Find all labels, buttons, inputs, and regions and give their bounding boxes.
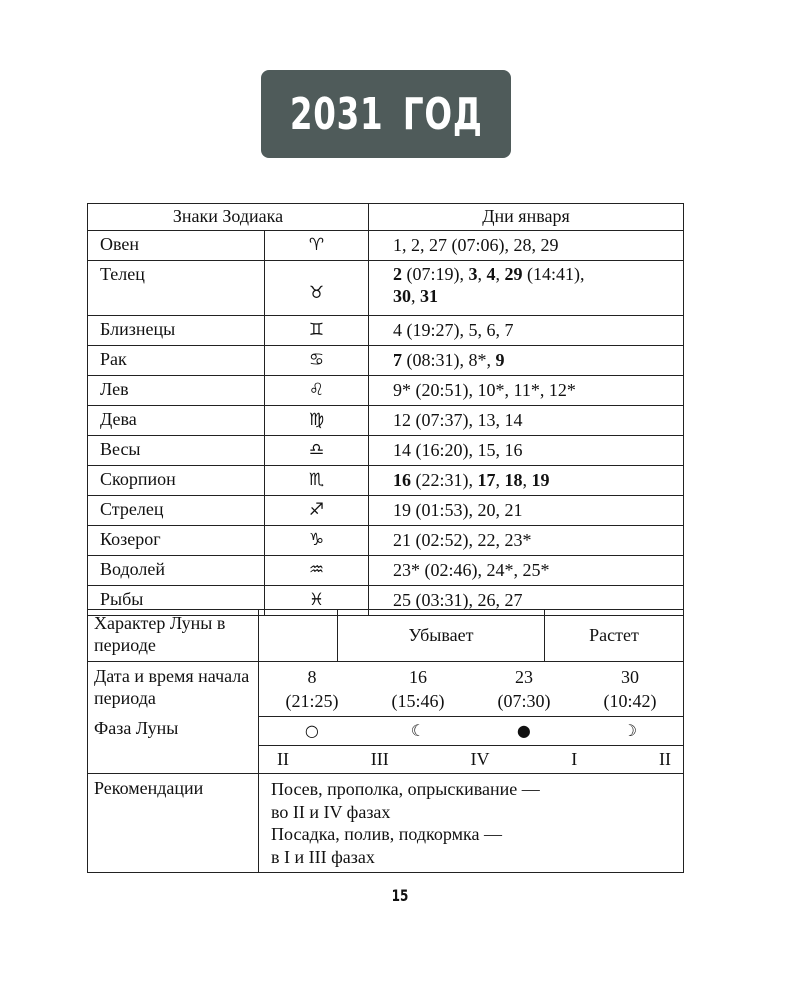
moon-recommendations-row (88, 774, 684, 873)
day-text: 19 (01:53), 20, 21 (393, 499, 523, 520)
zodiac-row (88, 316, 684, 346)
day-text: 4 (19:27), 5, 6, 7 (393, 319, 514, 340)
full-moon-icon: ○ (304, 720, 319, 740)
day-text: 21 (02:52), 22, 23* (393, 529, 532, 550)
moon-phase-icons (259, 717, 683, 745)
period-time: (07:30) (497, 690, 551, 711)
zodiac-row (88, 556, 684, 586)
moon-date-cells (259, 662, 684, 717)
zodiac-sign-name: Близнецы (88, 316, 265, 346)
moon-character-label: Характер Луны в периоде (88, 610, 259, 662)
zodiac-header-days: Дни января (369, 204, 684, 231)
zodiac-header-row (88, 204, 684, 231)
zodiac-row (88, 346, 684, 376)
favorable-day: 4 (486, 264, 496, 284)
zodiac-sign-name: Дева (88, 406, 265, 436)
day-text: (08:31), 8*, (402, 349, 496, 370)
virgo-icon: ♍︎ (265, 406, 369, 436)
phase-number: IV (470, 748, 490, 769)
day-text: (22:31), (411, 469, 478, 490)
day-text: 1, 2, 27 (07:06), 28, 29 (393, 234, 559, 255)
day-text: , (495, 264, 505, 284)
zodiac-days (369, 316, 684, 346)
zodiac-sign-name: Рак (88, 346, 265, 376)
aquarius-icon: ♒︎ (265, 556, 369, 586)
favorable-day: 16 (393, 469, 411, 490)
zodiac-sign-name: Козерог (88, 526, 265, 556)
recommendation-line: во II и IV фазах (271, 801, 391, 822)
favorable-day: 31 (420, 285, 438, 306)
moon-phase-numbers-cell (259, 745, 684, 774)
period-date (471, 666, 577, 713)
zodiac-days (369, 496, 684, 526)
phase-number: I (571, 748, 578, 769)
zodiac-days (369, 406, 684, 436)
day-text: 14 (16:20), 15, 16 (393, 439, 523, 460)
day-text: 23* (02:46), 24*, 25* (393, 559, 550, 580)
zodiac-header-signs: Знаки Зодиака (88, 204, 369, 231)
zodiac-row (88, 496, 684, 526)
moon-waxing-label: Растет (545, 610, 684, 662)
period-day: 16 (409, 667, 427, 688)
period-date (259, 666, 365, 713)
zodiac-row (88, 466, 684, 496)
moon-phase-label: Фаза Луны (88, 716, 259, 774)
moon-table (87, 609, 684, 873)
favorable-day: 9 (495, 349, 505, 370)
favorable-day: 2 (393, 264, 402, 284)
scorpio-icon: ♏︎ (265, 466, 369, 496)
page-number: 15 (391, 886, 409, 905)
zodiac-days (369, 231, 684, 261)
zodiac-sign-name: Овен (88, 231, 265, 261)
day-text: (14:41), (522, 264, 585, 284)
period-date (577, 666, 683, 713)
taurus-icon: ♉︎ (265, 261, 369, 316)
day-text: 9* (20:51), 10*, 11*, 12* (393, 379, 576, 400)
zodiac-days (369, 466, 684, 496)
pisces-icon: ♓︎ (265, 586, 369, 616)
day-text: , (477, 264, 487, 284)
moon-character-empty (259, 610, 338, 662)
zodiac-row (88, 231, 684, 261)
recommendation-line: в I и III фазах (271, 846, 375, 867)
page-title: 2031 ГОД (289, 88, 483, 140)
recommendations-label: Рекомендации (88, 774, 259, 873)
favorable-day: 7 (393, 349, 402, 370)
moon-date-grid (259, 662, 683, 715)
cancer-icon: ♋︎ (265, 346, 369, 376)
moon-date-row (88, 662, 684, 717)
zodiac-sign-name: Стрелец (88, 496, 265, 526)
day-text: 25 (03:31), 26, 27 (393, 589, 523, 610)
period-time: (15:46) (391, 690, 445, 711)
zodiac-sign-name: Скорпион (88, 466, 265, 496)
zodiac-sign-name: Водолей (88, 556, 265, 586)
period-time: (21:25) (285, 690, 339, 711)
zodiac-days (369, 436, 684, 466)
moon-waning-label: Убывает (338, 610, 545, 662)
favorable-day: 18 (504, 469, 523, 490)
zodiac-row (88, 436, 684, 466)
zodiac-row (88, 406, 684, 436)
zodiac-sign-name: Лев (88, 376, 265, 406)
moon-phase-numbers (259, 746, 683, 774)
libra-icon: ♎︎ (265, 436, 369, 466)
period-day: 23 (515, 667, 533, 688)
leo-icon: ♌︎ (265, 376, 369, 406)
zodiac-row (88, 526, 684, 556)
favorable-day: 19 (531, 469, 550, 490)
recommendation-line: Посадка, полив, подкормка — (271, 824, 502, 845)
recommendation-line: Посев, прополка, опрыскивание — (271, 779, 540, 800)
period-date (365, 666, 471, 713)
phase-number: II (658, 748, 671, 769)
moon-phase-row (88, 716, 684, 745)
moon-phase-icons-cell (259, 716, 684, 745)
title-banner (261, 70, 511, 158)
recommendations-cell (259, 774, 684, 873)
favorable-day: 30 (393, 285, 411, 306)
gemini-icon: ♊︎ (265, 316, 369, 346)
first-quarter-moon-icon: ☽ (622, 720, 638, 740)
moon-character-row (88, 610, 684, 662)
zodiac-days (369, 376, 684, 406)
recommendations-text (259, 774, 683, 872)
zodiac-sign-name: Телец (88, 261, 265, 316)
period-day: 30 (621, 667, 639, 688)
phase-number: III (370, 748, 389, 769)
favorable-day: 29 (504, 264, 523, 284)
day-text: (07:19), (402, 264, 469, 284)
aries-icon: ♈︎ (265, 231, 369, 261)
period-time: (10:42) (603, 690, 657, 711)
day-text: , (495, 469, 505, 490)
zodiac-row (88, 376, 684, 406)
favorable-day: 17 (477, 469, 496, 490)
day-text: , (522, 469, 532, 490)
zodiac-days (369, 556, 684, 586)
period-day: 8 (307, 667, 317, 688)
zodiac-days (369, 261, 684, 316)
capricorn-icon: ♑︎ (265, 526, 369, 556)
moon-date-label: Дата и время начала периода (88, 662, 259, 717)
zodiac-days (369, 346, 684, 376)
sagittarius-icon: ♐︎ (265, 496, 369, 526)
zodiac-table (87, 203, 684, 616)
phase-number: II (277, 748, 289, 769)
day-text: 12 (07:37), 13, 14 (393, 409, 523, 430)
zodiac-sign-name: Весы (88, 436, 265, 466)
zodiac-row (88, 261, 684, 316)
favorable-day: 3 (468, 264, 478, 284)
zodiac-sign-name: Рыбы (88, 586, 265, 616)
last-quarter-moon-icon: ☾ (410, 720, 426, 740)
zodiac-days (369, 526, 684, 556)
new-moon-icon: ● (516, 720, 531, 740)
day-text: , (411, 285, 420, 306)
